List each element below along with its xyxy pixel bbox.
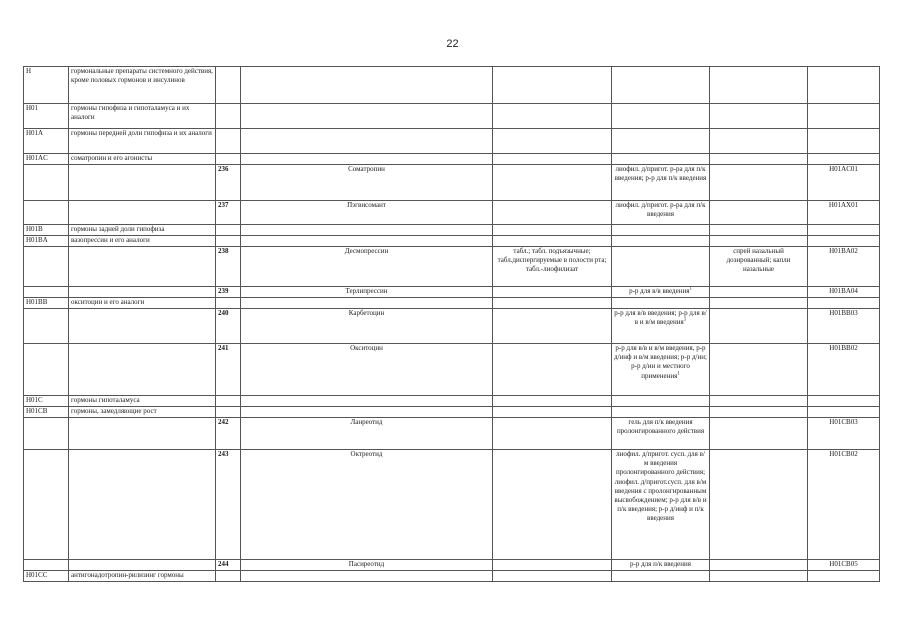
empty-cell — [216, 407, 241, 418]
empty-cell — [24, 309, 69, 344]
empty-cell — [808, 129, 880, 154]
atc-group-name: гормоны задней доли гипофиза — [69, 225, 216, 236]
empty-cell — [24, 418, 69, 450]
atc-group-name: вазопрессин и его аналоги — [69, 236, 216, 247]
atc-code: H01CB03 — [808, 418, 880, 450]
empty-cell — [710, 571, 808, 582]
atc-group-code: H01AC — [24, 154, 69, 165]
empty-cell — [710, 396, 808, 407]
footnote-mark: 1 — [683, 317, 687, 323]
empty-cell — [493, 154, 612, 165]
drug-row — [24, 450, 880, 560]
dosage-form-other — [710, 418, 808, 450]
dosage-form-injection: гель для п/к введения пролонгированного действия — [612, 418, 710, 450]
dosage-form-injection: р-р для в/в введения; р-р для в/в и в/м введения$^1$ — [612, 309, 710, 344]
empty-cell — [69, 287, 216, 298]
drug-name: Соматропин — [241, 165, 493, 201]
empty-cell — [216, 129, 241, 154]
dosage-form-oral — [493, 418, 612, 450]
empty-cell — [69, 450, 216, 560]
empty-cell — [216, 298, 241, 309]
group-row — [24, 571, 880, 582]
atc-code: H01AX01 — [808, 201, 880, 225]
atc-group-name: гормональные препараты системного действия, кроме половых гормонов и инсулинов — [69, 67, 216, 104]
empty-cell — [69, 560, 216, 571]
atc-code: H01CB02 — [808, 450, 880, 560]
dosage-form-other — [710, 287, 808, 298]
empty-cell — [69, 201, 216, 225]
atc-group-name: гормоны гипоталамуса — [69, 396, 216, 407]
drug-row — [24, 165, 880, 201]
dosage-form-other — [710, 560, 808, 571]
drug-number: 240 — [216, 309, 241, 344]
empty-cell — [808, 104, 880, 129]
empty-cell — [216, 154, 241, 165]
dosage-form-injection — [612, 247, 710, 287]
empty-cell — [710, 407, 808, 418]
page-number: 22 — [446, 38, 459, 50]
dosage-form-injection: лиофил. д/пригот. сусп. для в/м введения пролонгированного действия; лиофил. д/пригот.сусп. для в/м введения с пролонгированным высвобождением; р-р для в/в и п/к введения; р-р д/инф и п/к введения — [612, 450, 710, 560]
drug-name: Ланреотид — [241, 418, 493, 450]
empty-cell — [493, 225, 612, 236]
empty-cell — [241, 571, 493, 582]
empty-cell — [493, 396, 612, 407]
atc-code: H01CB05 — [808, 560, 880, 571]
dosage-form-oral — [493, 165, 612, 201]
empty-cell — [808, 407, 880, 418]
drug-row — [24, 309, 880, 344]
empty-cell — [808, 225, 880, 236]
empty-cell — [216, 396, 241, 407]
atc-group-name: гормоны, замедляющие рост — [69, 407, 216, 418]
empty-cell — [24, 165, 69, 201]
atc-group-code: H01CB — [24, 407, 69, 418]
atc-code: H01BA02 — [808, 247, 880, 287]
atc-code: H01BB03 — [808, 309, 880, 344]
atc-code: H01AC01 — [808, 165, 880, 201]
drug-row — [24, 344, 880, 396]
empty-cell — [69, 309, 216, 344]
drug-number: 241 — [216, 344, 241, 396]
empty-cell — [612, 396, 710, 407]
group-row — [24, 298, 880, 309]
empty-cell — [493, 236, 612, 247]
empty-cell — [808, 396, 880, 407]
dosage-form-other — [710, 201, 808, 225]
empty-cell — [612, 154, 710, 165]
empty-cell — [710, 154, 808, 165]
empty-cell — [612, 129, 710, 154]
empty-cell — [612, 298, 710, 309]
drug-name: Пэгвисомант — [241, 201, 493, 225]
atc-group-name: гормоны гипофиза и гипоталамуса и их аналоги — [69, 104, 216, 129]
atc-group-code: H01BA — [24, 236, 69, 247]
atc-group-name: окситоцин и его аналоги — [69, 298, 216, 309]
drug-name: Октреотид — [241, 450, 493, 560]
empty-cell — [216, 571, 241, 582]
drug-name: Окситоцин — [241, 344, 493, 396]
empty-cell — [69, 247, 216, 287]
dosage-form-oral — [493, 201, 612, 225]
atc-group-name: гормоны передней доли гипофиза и их аналоги — [69, 129, 216, 154]
empty-cell — [216, 236, 241, 247]
empty-cell — [69, 165, 216, 201]
atc-group-code: H01 — [24, 104, 69, 129]
drug-number: 243 — [216, 450, 241, 560]
empty-cell — [612, 407, 710, 418]
empty-cell — [808, 154, 880, 165]
empty-cell — [612, 67, 710, 104]
group-row — [24, 104, 880, 129]
drug-name: Десмопрессин — [241, 247, 493, 287]
dosage-form-oral — [493, 287, 612, 298]
atc-group-code: H01CC — [24, 571, 69, 582]
dosage-form-other — [710, 344, 808, 396]
group-row — [24, 396, 880, 407]
atc-code: H01BB02 — [808, 344, 880, 396]
drug-row — [24, 560, 880, 571]
empty-cell — [710, 225, 808, 236]
empty-cell — [24, 560, 69, 571]
dosage-form-oral — [493, 344, 612, 396]
empty-cell — [612, 236, 710, 247]
empty-cell — [808, 571, 880, 582]
dosage-form-injection: р-р для п/к введения — [612, 560, 710, 571]
drug-row — [24, 201, 880, 225]
atc-group-code: H01B — [24, 225, 69, 236]
empty-cell — [241, 129, 493, 154]
atc-group-code: H01A — [24, 129, 69, 154]
empty-cell — [24, 344, 69, 396]
empty-cell — [612, 104, 710, 129]
group-row — [24, 154, 880, 165]
drug-row — [24, 418, 880, 450]
atc-group-code: H01BB — [24, 298, 69, 309]
empty-cell — [24, 287, 69, 298]
empty-cell — [710, 298, 808, 309]
table-body — [24, 67, 880, 582]
empty-cell — [241, 407, 493, 418]
empty-cell — [24, 450, 69, 560]
empty-cell — [493, 129, 612, 154]
drug-number: 244 — [216, 560, 241, 571]
dosage-form-oral — [493, 560, 612, 571]
empty-cell — [493, 104, 612, 129]
empty-cell — [493, 407, 612, 418]
drug-name: Пасиреотид — [241, 560, 493, 571]
group-row — [24, 236, 880, 247]
empty-cell — [241, 236, 493, 247]
dosage-form-injection: р-р для в/в введения$^1$ — [612, 287, 710, 298]
dosage-form-injection: лиофил. д/пригот. р-ра для п/к введения — [612, 201, 710, 225]
empty-cell — [216, 67, 241, 104]
empty-cell — [24, 201, 69, 225]
empty-cell — [493, 298, 612, 309]
empty-cell — [241, 396, 493, 407]
empty-cell — [493, 571, 612, 582]
drug-number: 236 — [216, 165, 241, 201]
dosage-form-injection: р-р для в/в и в/м введения, р-р д/инф и в/м введения; р-р д/ин; р-р д/ин и местного применения$^1$ — [612, 344, 710, 396]
drug-row — [24, 287, 880, 298]
dosage-form-other — [710, 165, 808, 201]
empty-cell — [612, 225, 710, 236]
drug-name: Терлипрессин — [241, 287, 493, 298]
dosage-form-oral — [493, 309, 612, 344]
atc-group-name: антигонадотропин-рилизинг гормоны — [69, 571, 216, 582]
dosage-form-injection: лиофил. д/пригот. р-ра для п/к введения; р-р для п/к введения — [612, 165, 710, 201]
empty-cell — [808, 67, 880, 104]
empty-cell — [241, 225, 493, 236]
dosage-form-other — [710, 450, 808, 560]
empty-cell — [710, 236, 808, 247]
group-row — [24, 225, 880, 236]
empty-cell — [710, 104, 808, 129]
empty-cell — [216, 104, 241, 129]
drug-classification-table — [23, 66, 880, 582]
drug-row — [24, 247, 880, 287]
empty-cell — [69, 344, 216, 396]
empty-cell — [241, 154, 493, 165]
empty-cell — [216, 225, 241, 236]
dosage-form-other: спрей назальный дозированный; капли назальные — [710, 247, 808, 287]
drug-number: 238 — [216, 247, 241, 287]
empty-cell — [710, 129, 808, 154]
empty-cell — [69, 418, 216, 450]
footnote-mark: 1 — [677, 371, 680, 377]
group-row — [24, 407, 880, 418]
empty-cell — [710, 67, 808, 104]
drug-name: Карбетоцин — [241, 309, 493, 344]
atc-code: H01BA04 — [808, 287, 880, 298]
empty-cell — [241, 298, 493, 309]
group-row — [24, 129, 880, 154]
drug-number: 239 — [216, 287, 241, 298]
atc-group-code: H01C — [24, 396, 69, 407]
group-row — [24, 67, 880, 104]
empty-cell — [24, 247, 69, 287]
empty-cell — [493, 67, 612, 104]
empty-cell — [808, 298, 880, 309]
atc-group-code: H — [24, 67, 69, 104]
atc-group-name: соматропин и его агонисты — [69, 154, 216, 165]
empty-cell — [241, 104, 493, 129]
empty-cell — [808, 236, 880, 247]
dosage-form-other — [710, 309, 808, 344]
empty-cell — [241, 67, 493, 104]
dosage-form-oral — [493, 450, 612, 560]
drug-number: 242 — [216, 418, 241, 450]
dosage-form-oral: табл.; табл. подъязычные; табл.диспергируемые в полости рта; табл.-лиофилизат — [493, 247, 612, 287]
empty-cell — [612, 571, 710, 582]
drug-number: 237 — [216, 201, 241, 225]
footnote-mark: 1 — [689, 286, 692, 292]
